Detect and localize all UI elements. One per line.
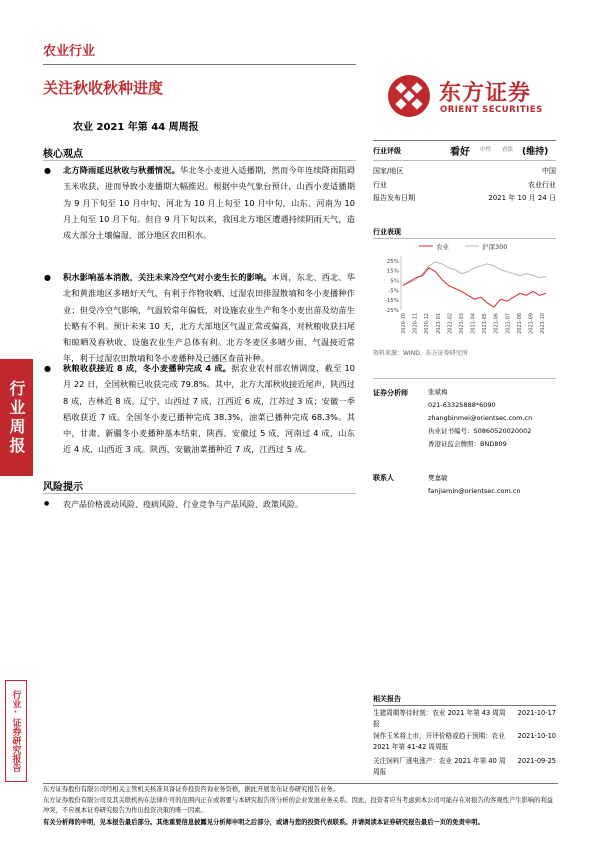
x-tick-label: 2021-09 <box>528 313 535 334</box>
analyst-phone: 021-63325888*6090 <box>428 401 496 409</box>
rating-status: (维持) <box>522 147 549 157</box>
related-report-item[interactable] <box>373 731 556 753</box>
x-tick-label: 2021-02 <box>447 313 454 334</box>
risk-text: 农产品价格波动风险、疫病风险、行业竞争与产品风险、政策风险。 <box>63 500 303 509</box>
rating-value: 看好 <box>450 147 470 158</box>
info-key: 报告发布日期 <box>373 194 415 202</box>
logo-en-text: ORIENT SECURITIES <box>440 105 543 115</box>
report-category: 农业行业 <box>43 44 96 59</box>
analyst-top-line <box>373 378 556 379</box>
x-tick-label: 2021-10 <box>540 313 546 334</box>
core-paragraph-lead: 积水影响基本消散，关注未来冷空气对小麦生长的影响。 <box>63 272 272 282</box>
disclaimer-line: 有关分析师的申明，见本报告最后部分。其他重要信息披露见分析师申明之后部分，或请与您的投资代表联系。并请阅读本证券研究报告最后一页的免责申明。 <box>43 819 484 826</box>
related-report-date: 2021-10-10 <box>517 732 556 740</box>
sidebar-report-type: 行业周报 <box>0 359 33 476</box>
y-tick-label: -25% <box>384 308 399 314</box>
performance-chart-svg <box>373 240 556 345</box>
rating-label: 行业评级 <box>373 147 401 155</box>
core-paragraph-text: 据农业农村部农情调度，截至 10 月 22 日，全国秋粮已收获完成 79.8%。其中，北方大部秋收接近尾声，陕西过 8 成，吉林近 8 成，辽宁、山西过 7 成，江西近 6 成，江苏过 3 成；安徽一季稻收获近 7 成。全国冬小麦已播种完成 38.3%，油菜已播种完成 68.3%。其中，甘肃、新疆冬小麦播种基本结束，陕西、安徽过 5 成，河南过 4 成，山东近 4 成，山西近 3 成。陕西、安徽油菜播种近 7 成，江西过 5 成。 <box>63 363 355 455</box>
analyst-name: 张斌梅 <box>428 388 448 396</box>
report-subtitle: 农业 2021 年第 44 周周报 <box>73 122 199 133</box>
legend-label-agri: 农业 <box>436 243 449 251</box>
x-tick-label: 2021-03 <box>458 313 465 334</box>
disclaimer-line: 东方证券股份有限公司经相关主管机关核准具备证券投资咨询业务资格，据此开展发布证券研究报告业务。 <box>43 786 339 793</box>
performance-heading: 行业表现 <box>373 228 401 236</box>
core-paragraph-lead: 秋粮收获接近 8 成，冬小麦播种完成 4 成。 <box>63 363 232 373</box>
info-key: 国家/地区 <box>373 167 404 175</box>
series-line-agri <box>403 268 546 307</box>
info-row <box>373 180 556 190</box>
y-tick-label: 15% <box>386 268 399 275</box>
header-divider <box>43 64 356 65</box>
core-paragraph-lead: 北方降雨延迟秋收与秋播情况。 <box>63 165 180 175</box>
x-tick-label: 2021-06 <box>493 313 500 334</box>
rating-option-bearish: 看淡 <box>502 147 514 153</box>
x-tick-label: 2021-01 <box>435 313 442 334</box>
info-value: 农业行业 <box>528 181 556 189</box>
info-key: 行业 <box>373 181 387 189</box>
x-tick-label: 2020-10 <box>401 313 407 334</box>
related-report-item[interactable] <box>373 756 556 778</box>
x-tick-label: 2020-12 <box>424 313 431 334</box>
related-divider <box>373 705 556 706</box>
core-paragraph <box>63 162 355 243</box>
core-views-heading: 核心观点 <box>43 149 83 160</box>
core-paragraph <box>63 360 355 458</box>
core-paragraph-text: 本周，东北、西北、华北和黄淮地区多晴好天气，有利于作物收晒、过湿农田排湿散墒和冬小麦播种作业；但受冷空气影响，气温较常年偏低，对设施农业生产和冬小麦出苗及幼苗生长略有不利。预计未来 10 天，北方大部地区气温正常或偏高，对秋粮收获扫尾和晾晒及春秋收、设施农业生产总体有利。北方冬麦区多晴少雨、气温接近常年，利于过湿农田散墒和冬小麦播种及已播区查苗补种。 <box>63 272 355 364</box>
info-row <box>373 193 556 203</box>
x-tick-label: 2021-05 <box>482 313 489 334</box>
report-title: 关注秋收秋种进度 <box>43 79 164 97</box>
logo-mark-icon <box>387 74 431 118</box>
contact-name: 樊嘉敏 <box>428 474 448 482</box>
chart-source: 资料来源：WIND、东方证券研究所 <box>373 350 468 357</box>
x-tick-label: 2021-08 <box>516 313 523 334</box>
related-heading: 相关报告 <box>373 695 401 703</box>
bullet-icon: ● <box>44 166 51 175</box>
bullet-icon: ● <box>44 500 50 507</box>
legend-label-hs300: 沪深300 <box>482 243 508 251</box>
y-tick-label: 25% <box>386 258 399 265</box>
contact-email: fanjiamin@orientsec.com.cn <box>428 487 521 495</box>
info-row <box>373 166 556 176</box>
analyst-heading: 证券分析师 <box>373 389 408 397</box>
related-report-item[interactable] <box>373 708 556 730</box>
risk-divider <box>43 493 356 494</box>
y-tick-label: -15% <box>384 298 399 305</box>
bullet-icon: ● <box>44 273 51 282</box>
related-report-title: 饲作玉米将上市，开评价格或趋于预期：农业 2021 年第 41-42 周周报 <box>373 732 505 751</box>
related-report-title: 生猪周期等待时刻：农业 2021 年第 43 周周报 <box>373 709 506 728</box>
info-value: 中国 <box>542 167 556 175</box>
related-report-date: 2021-10-17 <box>517 709 556 717</box>
contact-heading: 联系人 <box>373 474 394 482</box>
info-value: 2021 年 10 月 24 日 <box>488 194 556 202</box>
analyst-email: zhangbinmei@orientsec.com.cn <box>428 414 533 422</box>
x-tick-label: 2021-04 <box>470 313 477 334</box>
performance-divider <box>373 238 556 239</box>
related-report-date: 2021-09-25 <box>517 757 556 765</box>
rating-option-neutral: 中性 <box>480 147 492 153</box>
rating-bottom-line <box>373 160 556 161</box>
performance-chart <box>373 240 556 345</box>
related-report-title: 关注饲料厂涨电涨产：农业 2021 年第 40 周周报 <box>373 757 506 776</box>
x-tick-label: 2021-07 <box>505 313 512 334</box>
x-tick-label: 2020-11 <box>412 313 419 334</box>
analyst-license: 执业证书编号：S0860520020002 <box>428 427 532 435</box>
y-tick-label: 5% <box>390 278 399 285</box>
y-tick-label: -5% <box>388 288 399 295</box>
rating-top-line <box>373 140 556 141</box>
footer-divider <box>43 783 558 784</box>
core-paragraph <box>63 269 355 367</box>
sidebar-report-tag: 行业·证券研究报告 <box>5 680 27 782</box>
company-logo <box>383 72 563 122</box>
core-views-divider <box>43 160 356 161</box>
logo-cn-text: 东方证券 <box>439 81 532 106</box>
risk-heading: 风险提示 <box>43 482 83 493</box>
core-paragraph-text: 华北冬小麦进入适播期，然而今年连续降雨阻碍玉米收获，进而导致小麦播期大幅推迟。根据中央气象台预计，山西小麦适播期为 9 月下旬至 10 月中旬、河北为 10 月上旬至 10 月中旬，山东、河南为 10 月上旬至 10 月下旬。但自 9 月下旬以来，我国北方地区遭遇持续阴雨天气，造成大部分土壤偏湿、部分地区农田积水。 <box>63 165 355 241</box>
analyst-hk-license: 香港证监会牌照：BND809 <box>428 440 507 448</box>
bullet-icon: ● <box>44 364 51 373</box>
disclaimer-line: 东方证券股份有限公司及其关联机构在法律许可的范围内正在或将要与本研究报告所分析的企业发展业务关系。因此，投资者应当考虑到本公司可能存在对报告的客观性产生影响的利益冲突，不应视本证券研究报告为作出投资决策的唯一因素。 <box>43 797 554 814</box>
